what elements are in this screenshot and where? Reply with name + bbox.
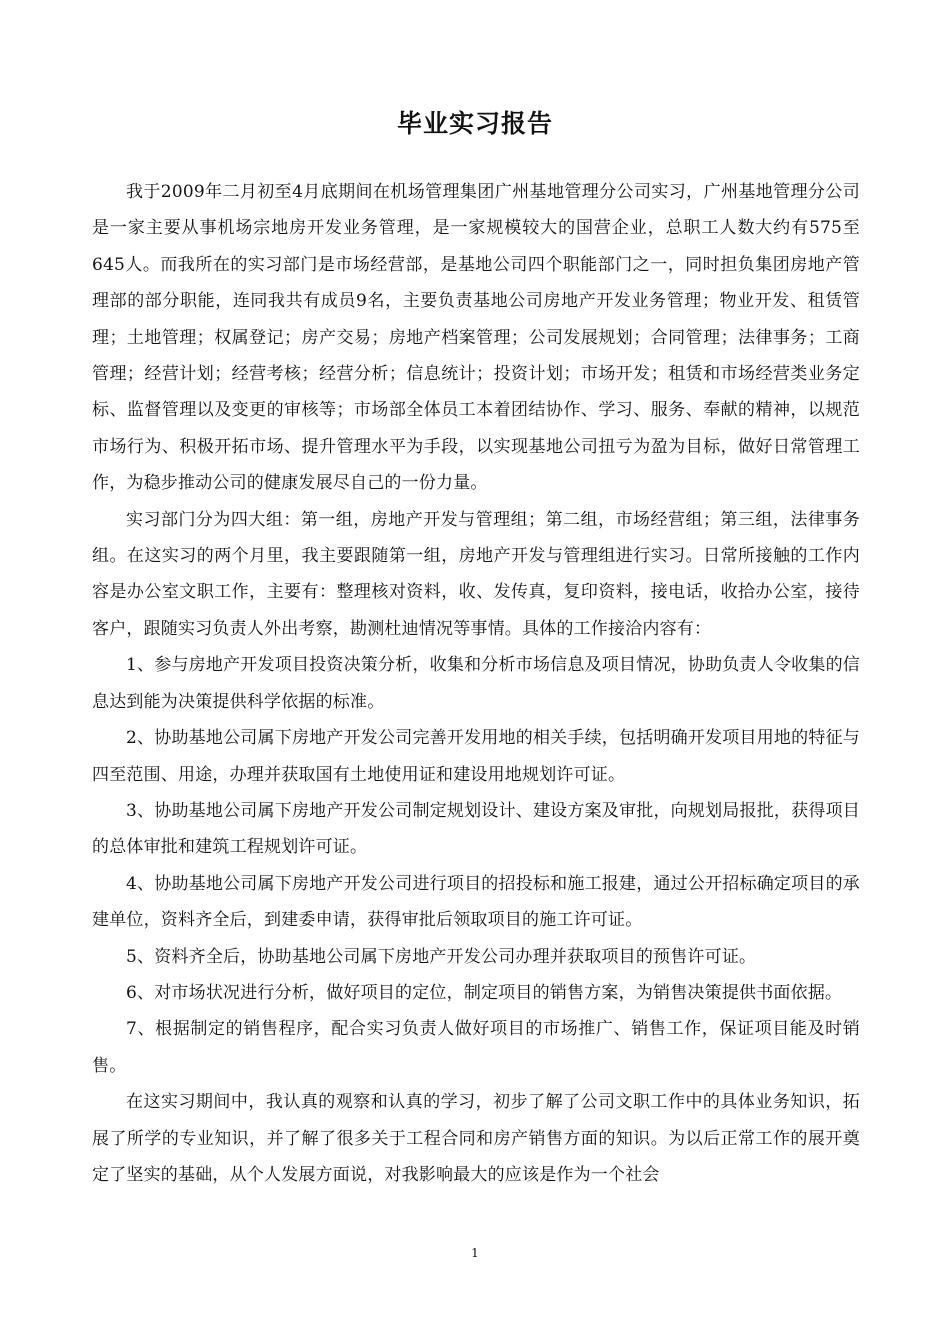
page-number: 1 — [471, 1246, 479, 1260]
document-title: 毕业实习报告 — [396, 109, 553, 138]
list-item-task-6: 6、对市场状况进行分析，做好项目的定位，制定项目的销售方案，为销售决策提供书面依据。 — [126, 982, 843, 1003]
list-item-task-5: 5、资料齐全后，协助基地公司属下房地产开发公司办理并获取项目的预售许可证。 — [126, 946, 757, 967]
list-item-task-1: 1、参与房地产开发项目投资决策分析，收集和分析市场信息及项目情况，协助负责人令收集的信息达到能为决策提供科学依据的标准。 — [92, 655, 860, 712]
list-item-task-2: 2、协助基地公司属下房地产开发公司完善开发用地的相关手续，包括明确开发项目用地的特征与四至范围、用途，办理并获取国有土地使用证和建设用地规划许可证。 — [92, 728, 860, 785]
paragraph-departments: 实习部门分为四大组：第一组，房地产开发与管理组；第二组，市场经营组；第三组，法律事务组。在这实习的两个月里，我主要跟随第一组，房地产开发与管理组进行实习。日常所接触的工作内容是办公室文职工作，主要有：整理核对资料，收、发传真，复印资料，接电话，收拾办公室，接待客户，跟随实习负责人外出考察，勘测杜迪情况等事情。具体的工作接洽内容有： — [92, 509, 860, 639]
list-item-task-3: 3、协助基地公司属下房地产开发公司制定规划设计、建设方案及审批，向规划局报批，获得项目的总体审批和建筑工程规划许可证。 — [92, 800, 860, 858]
list-item-task-7: 7、根据制定的销售程序，配合实习负责人做好项目的市场推广、销售工作，保证项目能及时销售。 — [92, 1019, 860, 1076]
paragraph-reflection: 在这实习期间中，我认真的观察和认真的学习，初步了解了公司文职工作中的具体业务知识，拓展了所学的专业知识，并了解了很多关于工程合同和房产销售方面的知识。为以后正常工作的展开奠定了坚实的基础，从个人发展方面说，对我影响最大的应该是作为一个社会 — [92, 1092, 860, 1185]
paragraph-intro: 我于2009年二月初至4月底期间在机场管理集团广州基地管理分公司实习，广州基地管理分公司是一家主要从事机场宗地房开发业务管理，是一家规模较大的国营企业，总职工人数大约有575至645人。而我所在的实习部门是市场经营部，是基地公司四个职能部门之一，同时担负集团房地产管理部的部分职能，连同我共有成员9名，主要负责基地公司房地产开发业务管理；物业开发、租赁管理；土地管理；权属登记；房产交易；房地产档案管理；公司发展规划；合同管理；法律事务；工商管理；经营计划；经营考核；经营分析；信息统计；投资计划；市场开发；租赁和市场经营类业务定标、监督管理以及变更的审核等；市场部全体员工本着团结协作、学习、服务、奉献的精神，以规范市场行为、积极开拓市场、提升管理水平为手段，以实现基地公司扭亏为盈为目标，做好日常管理工作，为稳步推动公司的健康发展尽自己的一份力量。 — [92, 182, 860, 494]
list-item-task-4: 4、协助基地公司属下房地产开发公司进行项目的招投标和施工报建，通过公开招标确定项目的承建单位，资料齐全后，到建委申请，获得审批后领取项目的施工许可证。 — [92, 873, 860, 931]
document-body — [92, 174, 860, 1193]
